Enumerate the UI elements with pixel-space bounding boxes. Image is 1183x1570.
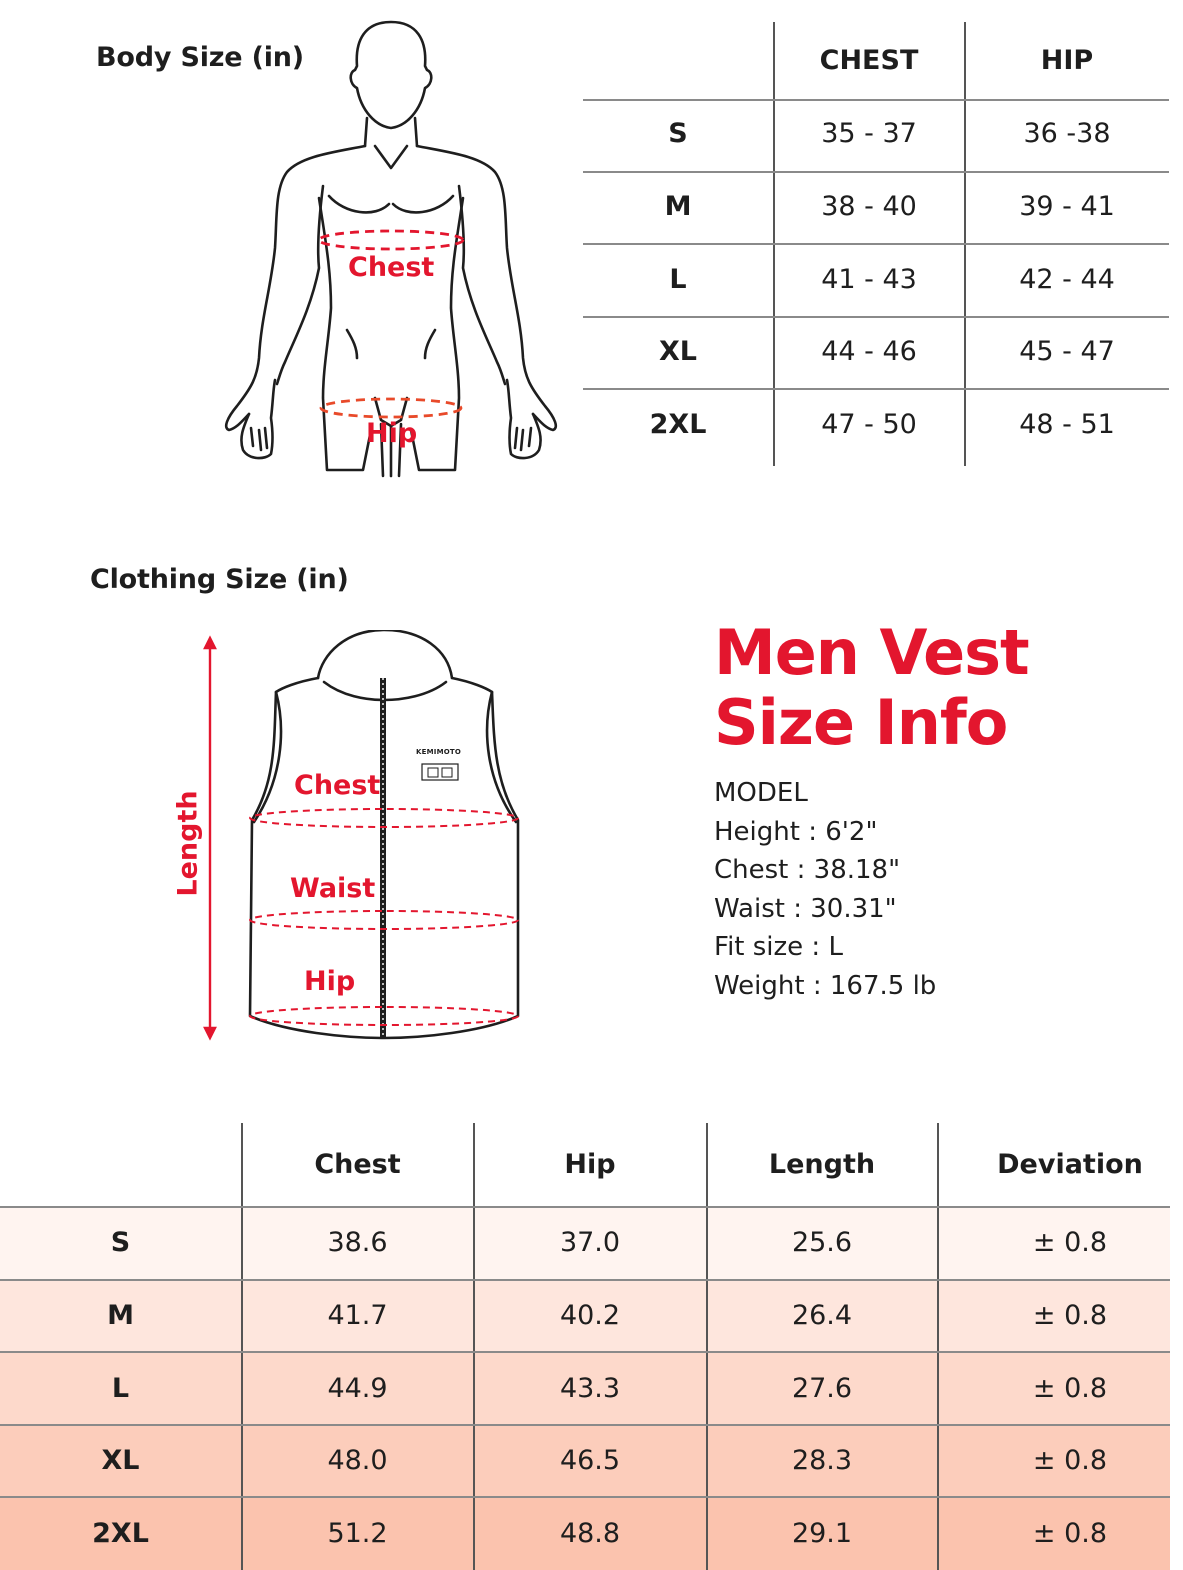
cloth-row-hip: 43.3 — [559, 1373, 621, 1404]
body-row-hip: 48 - 51 — [1019, 409, 1115, 440]
body-col-chest: CHEST — [819, 45, 919, 76]
model-height: Height : 6'2" — [714, 816, 878, 847]
cloth-row-size: L — [111, 1373, 130, 1404]
body-size-table — [583, 22, 1169, 467]
cloth-row-hip: 37.0 — [559, 1227, 621, 1258]
body-figure — [215, 18, 567, 483]
body-row-chest: 38 - 40 — [821, 191, 917, 222]
cloth-row-chest: 38.6 — [327, 1227, 388, 1258]
body-row-size: M — [664, 191, 692, 222]
cloth-row-chest: 48.0 — [327, 1445, 388, 1476]
clothing-size-heading: Clothing Size (in) — [90, 564, 349, 595]
cloth-col-deviation: Deviation — [997, 1149, 1143, 1180]
body-row-chest: 44 - 46 — [821, 336, 917, 367]
cloth-col-length: Length — [768, 1149, 876, 1180]
cloth-row-deviation: ± 0.8 — [1032, 1445, 1108, 1476]
cloth-col-chest: Chest — [314, 1149, 401, 1180]
cloth-row-length: 29.1 — [791, 1518, 853, 1549]
cloth-row-deviation: ± 0.8 — [1032, 1373, 1108, 1404]
vest-waist-label: Waist — [290, 873, 376, 904]
vest-hip-label: Hip — [304, 966, 356, 997]
body-row-size: S — [668, 118, 688, 149]
cloth-col-hip: Hip — [564, 1149, 616, 1180]
model-waist: Waist : 30.31" — [714, 893, 897, 924]
model-heading: MODEL — [714, 778, 808, 808]
body-row-hip: 36 -38 — [1023, 118, 1111, 149]
model-chest: Chest : 38.18" — [714, 855, 901, 886]
body-hip-label: Hip — [366, 418, 418, 449]
cloth-row-length: 25.6 — [791, 1227, 853, 1258]
body-row-hip: 42 - 44 — [1019, 264, 1115, 295]
cloth-row-deviation: ± 0.8 — [1032, 1518, 1108, 1549]
cloth-row-hip: 46.5 — [559, 1445, 621, 1476]
body-col-hip: HIP — [1040, 45, 1094, 76]
title-line-2: Size Info — [714, 686, 1008, 759]
body-row-chest: 35 - 37 — [821, 118, 917, 149]
cloth-row-length: 28.3 — [791, 1445, 853, 1476]
vest-brand-label: KEMIMOTO — [416, 748, 462, 756]
cloth-row-chest: 41.7 — [327, 1300, 388, 1331]
body-row-size: XL — [658, 336, 698, 367]
cloth-row-size: M — [107, 1300, 134, 1331]
cloth-row-chest: 51.2 — [327, 1518, 388, 1549]
vest-figure — [196, 630, 532, 1050]
vest-length-label: Length — [172, 790, 204, 897]
body-row-hip: 39 - 41 — [1019, 191, 1115, 222]
cloth-row-size: S — [110, 1227, 131, 1258]
cloth-row-size: 2XL — [92, 1518, 149, 1549]
cloth-row-size: XL — [101, 1445, 140, 1476]
body-row-size: L — [669, 264, 687, 295]
body-row-chest: 41 - 43 — [821, 264, 917, 295]
model-weight: Weight : 167.5 lb — [714, 970, 937, 1001]
body-row-chest: 47 - 50 — [821, 409, 917, 440]
cloth-row-length: 27.6 — [791, 1373, 853, 1404]
body-row-hip: 45 - 47 — [1019, 336, 1115, 367]
body-size-heading: Body Size (in) — [96, 42, 304, 73]
clothing-size-table — [0, 1123, 1170, 1570]
cloth-row-chest: 44.9 — [327, 1373, 388, 1404]
cloth-row-hip: 48.8 — [559, 1518, 621, 1549]
body-chest-label: Chest — [348, 252, 435, 283]
page-title — [714, 618, 1134, 758]
body-row-size: 2XL — [649, 409, 707, 440]
cloth-row-deviation: ± 0.8 — [1032, 1300, 1108, 1331]
cloth-row-length: 26.4 — [791, 1300, 853, 1331]
cloth-row-deviation: ± 0.8 — [1032, 1227, 1108, 1258]
title-line-1: Men Vest — [714, 616, 1029, 689]
model-fit-size: Fit size : L — [714, 932, 843, 963]
model-info — [714, 774, 936, 1006]
cloth-row-hip: 40.2 — [559, 1300, 621, 1331]
vest-chest-label: Chest — [294, 770, 381, 801]
